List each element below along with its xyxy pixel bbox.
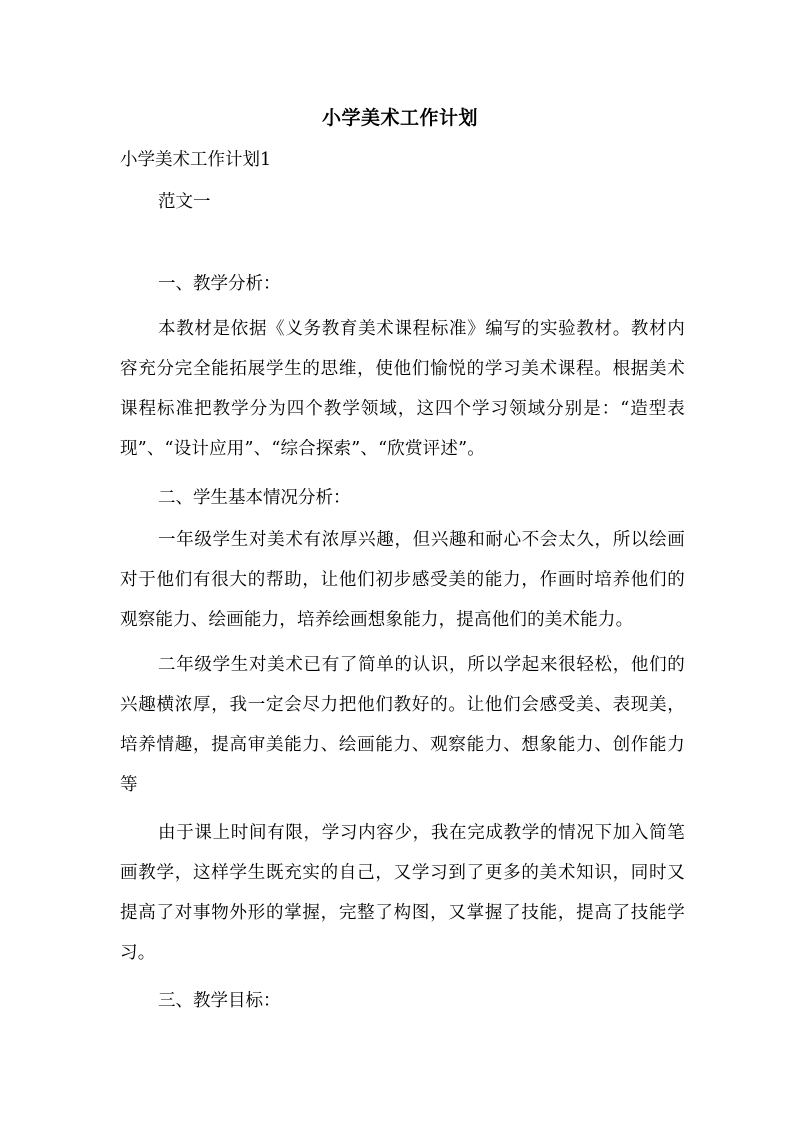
section-heading-goals: 三、教学目标： (158, 991, 281, 1011)
paragraph-analysis: 本教材是依据《义务教育美术课程标准》编写的实验教材。教材内容充分完全能拓展学生的思维，使他们愉悦的学习美术课程。根据美术课程标准把教学分为四个教学领域，这四个学习领域分别是：“造型表现”、“设计应用”、“综合探索”、“欣赏评述”。 (120, 319, 685, 459)
document-subtitle: 小学美术工作计划1 (120, 150, 272, 170)
paragraph-grade-one: 一年级学生对美术有浓厚兴趣，但兴趣和耐心不会太久，所以绘画对于他们有很大的帮助，让他们初步感受美的能力，作画时培养他们的观察能力、绘画能力，培养绘画想象能力，提高他们的美术能力。 (120, 530, 685, 630)
paragraph-grade-two: 二年级学生对美术已有了简单的认识，所以学起来很轻松，他们的兴趣横浓厚，我一定会尽力把他们教好的。让他们会感受美、表现美，培养情趣，提高审美能力、绘画能力、观察能力、想象能力、创作能力等 (120, 655, 685, 795)
sample-label: 范文一 (158, 192, 211, 212)
paragraph-simple-drawing: 由于课上时间有限，学习内容少，我在完成教学的情况下加入简笔画教学，这样学生既充实的自己，又学习到了更多的美术知识，同时又提高了对事物外形的掌握，完整了构图，又掌握了技能，提高了技能学习。 (120, 823, 685, 963)
section-heading-analysis: 一、教学分析： (158, 274, 281, 294)
section-heading-students: 二、学生基本情况分析： (158, 488, 351, 508)
document-title: 小学美术工作计划 (321, 107, 478, 129)
